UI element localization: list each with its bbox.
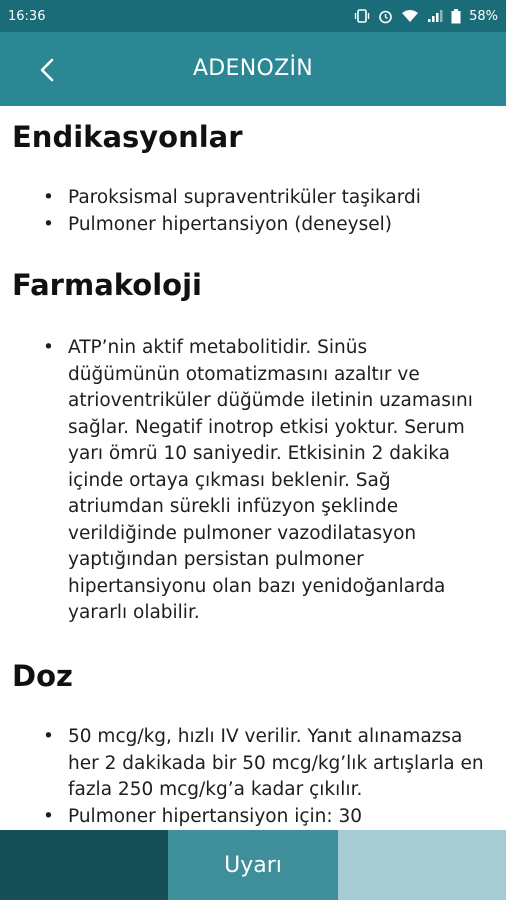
alarm-icon — [378, 9, 393, 24]
page-title: ADENOZİN — [192, 56, 314, 81]
app-bar — [0, 32, 506, 106]
content-area[interactable] — [0, 106, 506, 830]
bottom-nav — [0, 830, 506, 900]
list-item: • 50 mcg/kg, hızlı IV verilir. Yanıt alınamazsa her 2 dakikada bir 50 mcg/kg’lık artışlarla en fazla 250 mcg/kg’a kadar çıkılır. — [43, 726, 484, 800]
vibrate-icon — [354, 9, 370, 23]
tab-left[interactable] — [0, 830, 168, 900]
tab-uyari-label: Uyarı — [224, 852, 282, 878]
battery-icon — [451, 9, 461, 24]
status-time: 16:36 — [8, 8, 46, 24]
back-icon[interactable] — [30, 52, 66, 88]
status-icons — [354, 9, 498, 24]
signal-icon — [427, 9, 443, 23]
list-item: • ATP’nin aktif metabolitidir. Sinüs düğümünün otomatizmasını azaltır ve atrioventriküler düğümde iletinin uzamasını sağlar. Negatif inotrop etkisi yoktur. Serum yarı ömrü 10 saniyedir. Etkisinin 2 dakika içinde ortaya çıkması beklenir. Sağ atriumdan sürekli infüzyon şeklinde verildiğinde pulmoner vazodilatasyon yaptığından persistan pulmoner hipertansiyonu olan bazı yenidoğanlarda yararlı olabilir. — [43, 337, 473, 623]
battery-percent: 58% — [469, 8, 498, 24]
doz-list — [0, 724, 506, 830]
list-item: • Paroksismal supraventriküler taşikardi — [43, 187, 421, 208]
tab-uyari[interactable] — [168, 830, 338, 900]
status-bar — [0, 0, 506, 32]
farmakoloji-list — [0, 335, 506, 627]
tab-right[interactable] — [338, 830, 506, 900]
section-heading-doz: Doz — [12, 659, 73, 693]
section-heading-farmakoloji: Farmakoloji — [12, 268, 202, 302]
endikasyonlar-list — [0, 185, 506, 238]
list-item: • Pulmoner hipertansiyon (deneysel) — [43, 213, 392, 235]
wifi-icon — [401, 9, 419, 23]
list-item: • Pulmoner hipertansiyon için: 30 — [43, 805, 363, 827]
section-heading-endikasyonlar: Endikasyonlar — [12, 120, 243, 154]
